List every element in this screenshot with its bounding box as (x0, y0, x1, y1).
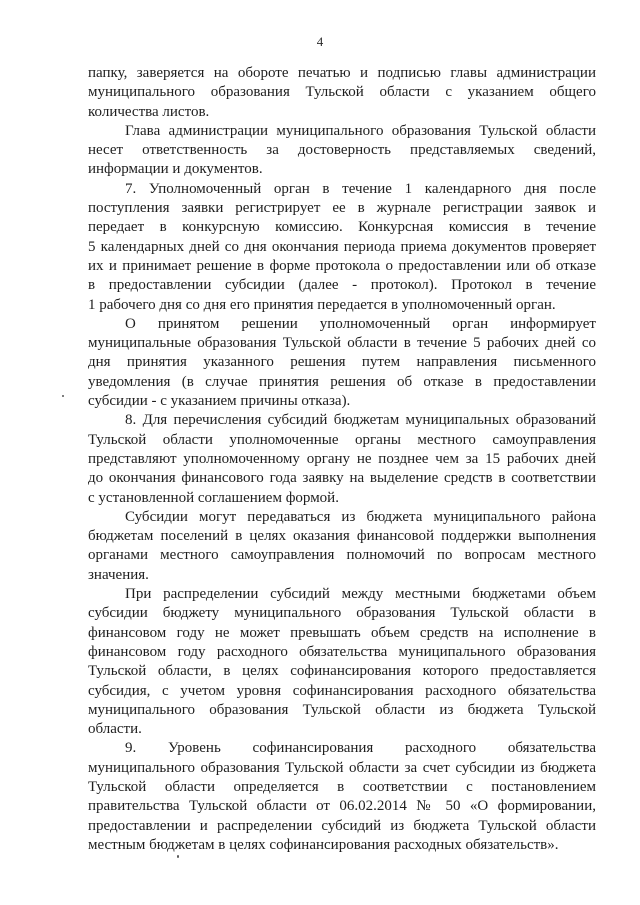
scan-speck (177, 855, 179, 858)
text-line: папку, заверяется на обороте печатью и подписью главы администрации (88, 65, 596, 81)
text-line: области. (88, 721, 142, 738)
text-line: дня принятия указанного решения путем направления письменного (88, 354, 596, 371)
text-line: 5 календарных дней со дня окончания периода приема документов проверяет (88, 238, 596, 255)
text-line: в предоставлении субсидии (далее - протокол). Протокол в течение (88, 277, 596, 294)
text-line: бюджетам поселений в целях оказания финансовой поддержки выполнения (88, 528, 596, 545)
text-line: Глава администрации муниципального образования Тульской области (125, 122, 596, 139)
text-line: значения. (88, 566, 149, 583)
text-line: субсидии бюджету муниципального образования Тульской области в (88, 605, 596, 622)
text-line: О принятом решении уполномоченный орган информирует (125, 315, 596, 332)
text-line: органами местного самоуправления полномочий по вопросам местного (88, 547, 596, 564)
text-line: При распределении субсидий между местными бюджетами объем (125, 586, 596, 603)
text-line: предоставлении и распределении субсидий из бюджета Тульской области (88, 817, 596, 834)
text-line: муниципального образования Тульской области за счет субсидии из бюджета (88, 759, 596, 776)
text-line: Тульской области, в целях софинансирования которого предоставляется (88, 663, 596, 680)
text-line: финансовом году не может превышать объем средств на исполнение в (88, 624, 596, 641)
text-line: 7. Уполномоченный орган в течение 1 календарного дня после (125, 180, 596, 197)
document-body (88, 64, 596, 855)
text-line: местным бюджетам в целях софинансирования расходных обязательств». (88, 836, 559, 853)
text-line: их и принимает решение в форме протокола о предоставлении или об отказе (88, 257, 596, 274)
text-line: количества листов. (88, 103, 210, 120)
text-line: муниципального образования Тульской области из бюджета Тульской (88, 701, 596, 718)
text-line: правительства Тульской области от 06.02.2014 № 50 «О формировании, (88, 798, 596, 815)
text-line: передает в конкурсную комиссию. Конкурсная комиссия в течение (88, 219, 596, 236)
text-line: представляют уполномоченному органу не позднее чем за 15 рабочих дней (88, 450, 596, 467)
text-line: с установленной соглашением формой. (88, 489, 339, 506)
text-line: Тульской области уполномоченные органы местного самоуправления (88, 431, 596, 448)
text-line: муниципальные образования Тульской области в течение 5 рабочих дней со (88, 335, 596, 352)
text-line: до окончания финансового года заявку на выделение средств в соответствии (88, 470, 596, 487)
text-line: 1 рабочего дня со дня его принятия передается в уполномоченный орган. (88, 296, 556, 313)
text-line: субсидия, с учетом уровня софинансирования расходного обязательства (88, 682, 596, 699)
text-line: финансовом году расходного обязательства муниципального образования (88, 643, 596, 660)
scan-speck (62, 395, 64, 397)
text-line: информации и документов. (88, 161, 263, 178)
text-line: уведомления (в случае принятия решения об отказе в предоставлении (88, 373, 596, 390)
text-line: муниципального образования Тульской области с указанием общего (88, 84, 596, 101)
text-line: 8. Для перечисления субсидий бюджетам муниципальных образований (125, 412, 596, 429)
text-line: поступления заявки регистрирует ее в журнале регистрации заявок и (88, 200, 596, 217)
text-line: 9. Уровень софинансирования расходного обязательства (125, 740, 596, 757)
page-number: 4 (316, 34, 324, 49)
text-line: Тульской области определяется в соответствии с постановлением (88, 778, 596, 795)
text-line: несет ответственность за достоверность представляемых сведений, (88, 142, 596, 159)
text-line: субсидии - с указанием причины отказа). (88, 393, 351, 410)
text-line: Субсидии могут передаваться из бюджета муниципального района (125, 508, 596, 525)
